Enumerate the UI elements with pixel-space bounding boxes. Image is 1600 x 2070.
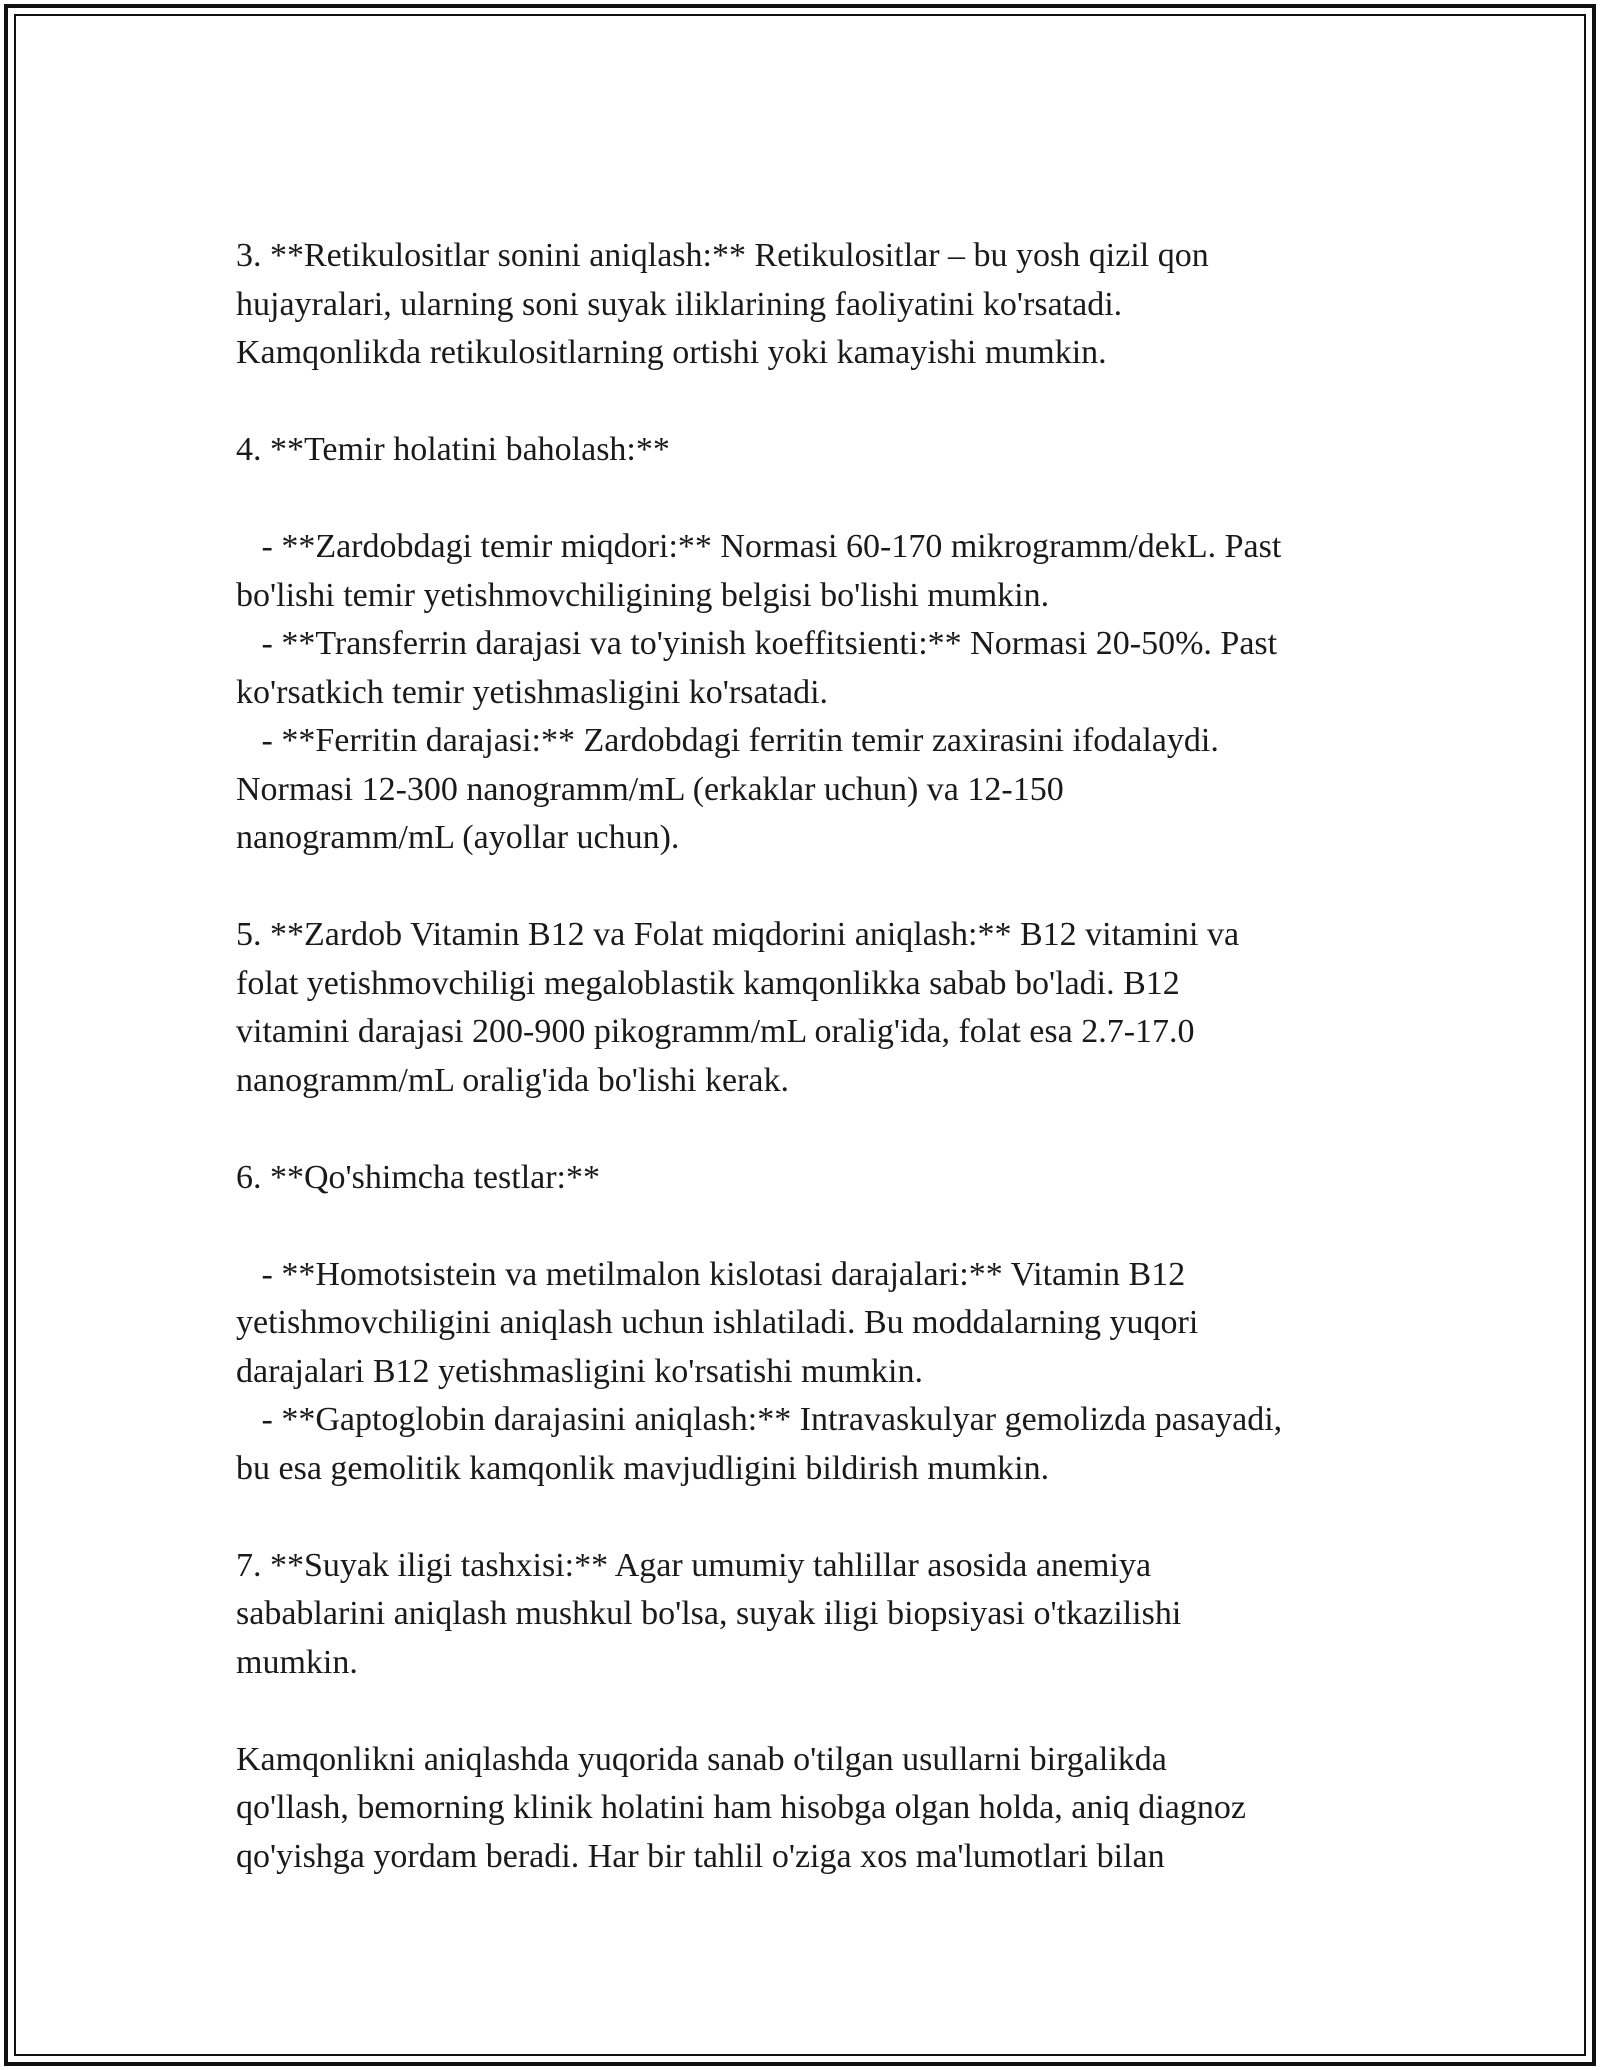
- blank-line: [236, 1687, 1376, 1736]
- text-line: 7. **Suyak iligi tashxisi:** Agar umumiy tahlillar asosida anemiya: [236, 1546, 1152, 1584]
- text-line: bu esa gemolitik kamqonlik mavjudligini bildirish mumkin.: [236, 1449, 1050, 1487]
- blank-line: [236, 1493, 1376, 1542]
- text-line: sabablarini aniqlash mushkul bo'lsa, suyak iligi biopsiyasi o'tkazilishi: [236, 1595, 1182, 1632]
- text-line: 4. **Temir holatini baholash:**: [236, 431, 670, 468]
- text-line: 6. **Qo'shimcha testlar:**: [236, 1158, 601, 1196]
- text-line: folat yetishmovchiligi megaloblastik kamqonlikka sabab bo'ladi. B12: [236, 964, 1180, 1002]
- text-line: ko'rsatkich temir yetishmasligini ko'rsatadi.: [236, 673, 829, 711]
- text-line: - **Gaptoglobin darajasini aniqlash:** Intravaskulyar gemolizda pasayadi,: [236, 1401, 1283, 1438]
- document-body: [236, 232, 1376, 1881]
- text-line: - **Zardobdagi temir miqdori:** Normasi 60-170 mikrogramm/dekL. Past: [236, 528, 1282, 565]
- text-line: - **Transferrin darajasi va to'yinish koeffitsienti:** Normasi 20-50%. Past: [236, 625, 1278, 662]
- text-line: Normasi 12-300 nanogramm/mL (erkaklar uchun) va 12-150: [236, 770, 1064, 808]
- text-line: 5. **Zardob Vitamin B12 va Folat miqdorini aniqlash:** B12 vitamini va: [236, 916, 1240, 953]
- text-line: qo'yishga yordam beradi. Har bir tahlil o'ziga xos ma'lumotlari bilan: [236, 1837, 1165, 1875]
- text-line: - **Homotsistein va metilmalon kislotasi darajalari:** Vitamin B12: [236, 1255, 1186, 1293]
- blank-line: [236, 378, 1376, 427]
- text-line: darajalari B12 yetishmasligini ko'rsatishi mumkin.: [236, 1352, 923, 1390]
- text-line: vitamini darajasi 200-900 pikogramm/mL oralig'ida, folat esa 2.7-17.0: [236, 1013, 1195, 1050]
- text-line: yetishmovchiligini aniqlash uchun ishlatiladi. Bu moddalarning yuqori: [236, 1304, 1199, 1341]
- text-line: 3. **Retikulositlar sonini aniqlash:** Retikulositlar – bu yosh qizil qon: [236, 237, 1209, 274]
- text-line: nanogramm/mL oralig'ida bo'lishi kerak.: [236, 1061, 789, 1099]
- blank-line: [236, 863, 1376, 912]
- text-line: Kamqonlikda retikulositlarning ortishi yoki kamayishi mumkin.: [236, 334, 1107, 371]
- blank-line: [236, 1105, 1376, 1154]
- text-line: mumkin.: [236, 1643, 358, 1681]
- text-line: - **Ferritin darajasi:** Zardobdagi ferritin temir zaxirasini ifodalaydi.: [236, 722, 1219, 759]
- text-line: qo'llash, bemorning klinik holatini ham hisobga olgan holda, aniq diagnoz: [236, 1789, 1246, 1826]
- text-line: Kamqonlikni aniqlashda yuqorida sanab o'tilgan usullarni birgalikda: [236, 1740, 1167, 1778]
- blank-line: [236, 475, 1376, 524]
- blank-line: [236, 1202, 1376, 1251]
- text-line: hujayralari, ularning soni suyak iliklarining faoliyatini ko'rsatadi.: [236, 285, 1123, 323]
- text-line: bo'lishi temir yetishmovchiligining belgisi bo'lishi mumkin.: [236, 576, 1050, 614]
- text-line: nanogramm/mL (ayollar uchun).: [236, 819, 680, 856]
